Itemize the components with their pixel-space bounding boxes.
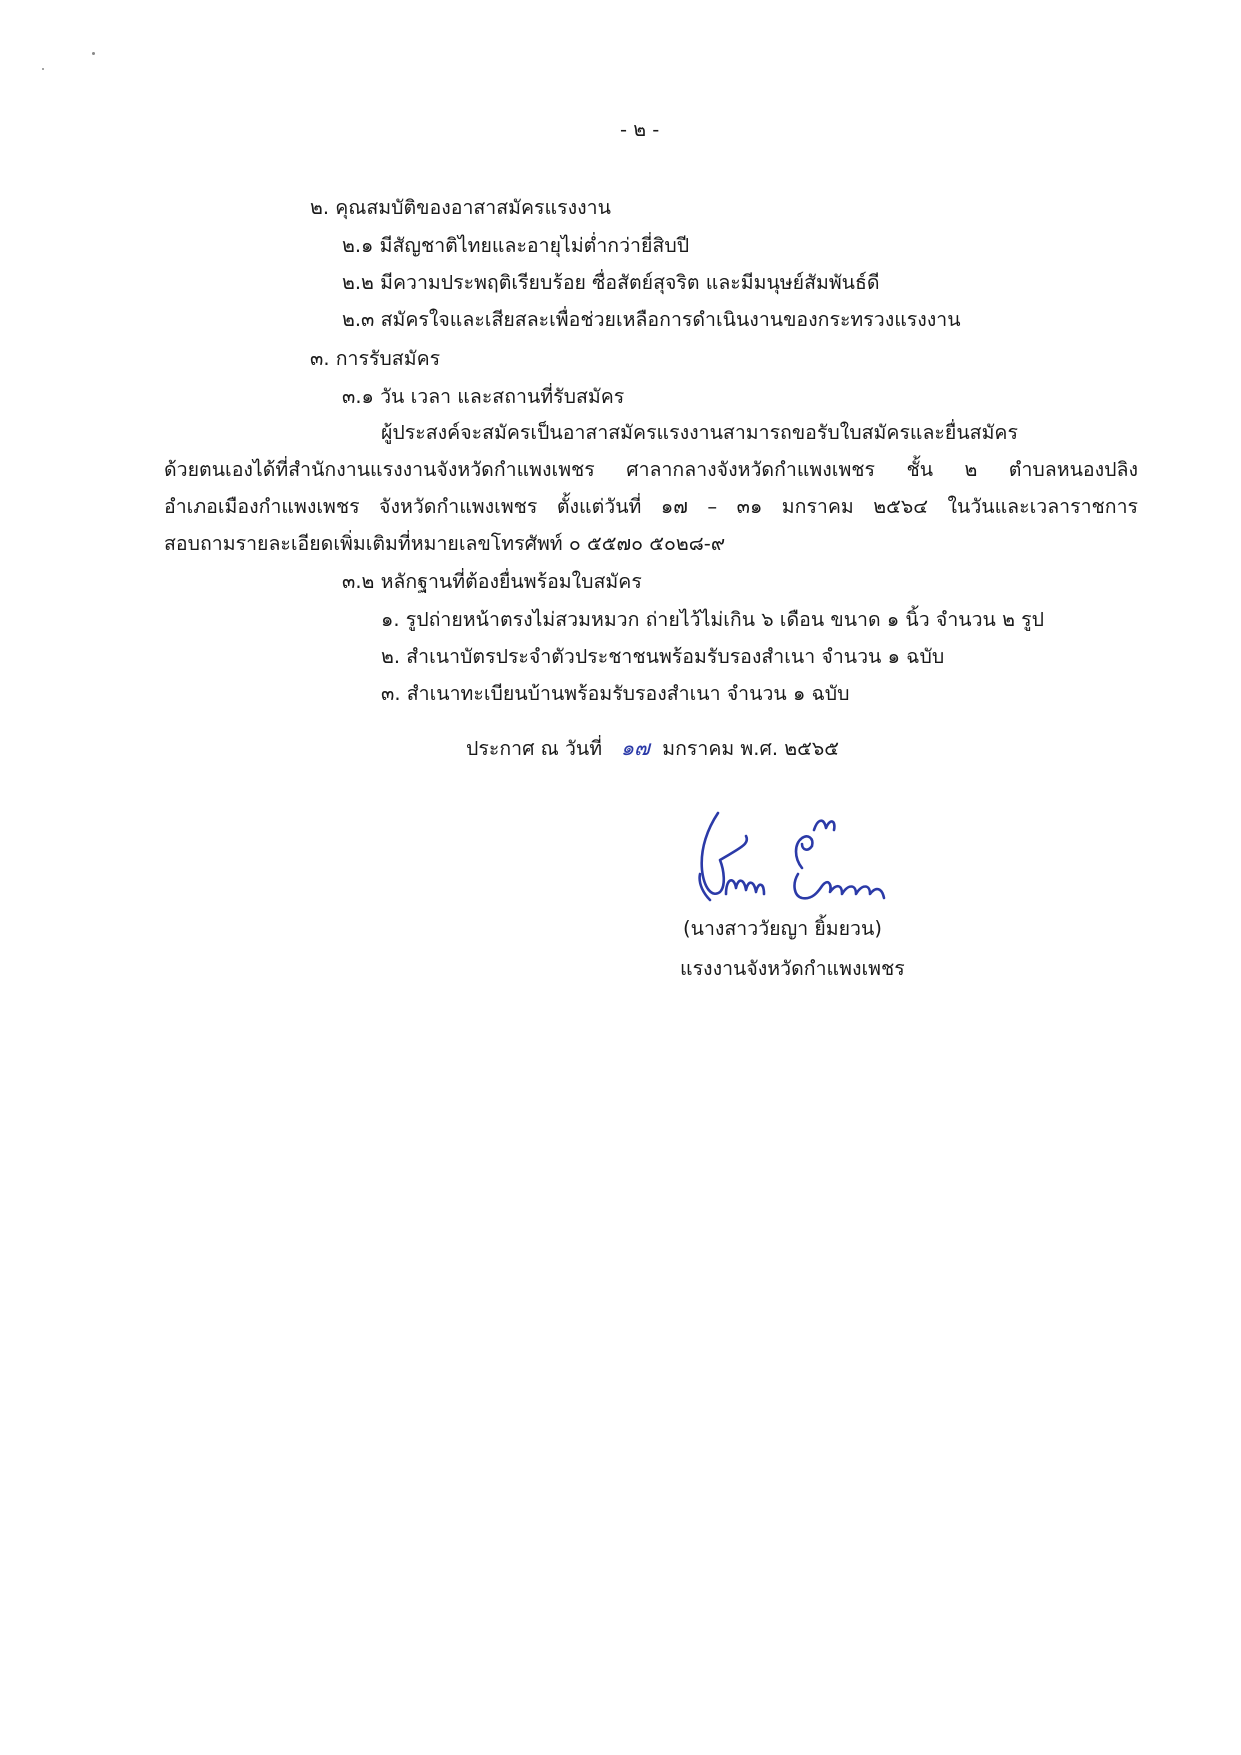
paragraph-line: สอบถามรายละเอียดเพิ่มเติมที่หมายเลขโทรศัพท์ ๐ ๕๕๗๐ ๕๐๒๘-๙ bbox=[164, 532, 726, 555]
document-list-item: ๑. รูปถ่ายหน้าตรงไม่สวมหมวก ถ่ายไว้ไม่เกิน ๖ เดือน ขนาด ๑ นิ้ว จำนวน ๒ รูป bbox=[381, 608, 1044, 631]
announcement-date bbox=[466, 733, 839, 764]
section2-item: ๒.๒ มีความประพฤติเรียบร้อย ซื่อสัตย์สุจริต และมีมนุษย์สัมพันธ์ดี bbox=[342, 271, 880, 294]
scan-speck bbox=[92, 52, 95, 55]
document-list-item: ๓. สำเนาทะเบียนบ้านพร้อมรับรองสำเนา จำนวน ๑ ฉบับ bbox=[381, 682, 850, 705]
section3-sub2-heading: ๓.๒ หลักฐานที่ต้องยื่นพร้อมใบสมัคร bbox=[342, 570, 642, 593]
section2-item: ๒.๓ สมัครใจและเสียสละเพื่อช่วยเหลือการดำเนินงานของกระทรวงแรงงาน bbox=[342, 308, 961, 331]
signature-image bbox=[690, 808, 930, 928]
section3-heading: ๓. การรับสมัคร bbox=[310, 347, 441, 370]
section3-sub1-heading: ๓.๑ วัน เวลา และสถานที่รับสมัคร bbox=[342, 385, 625, 408]
signatory-title: แรงงานจังหวัดกำแพงเพชร bbox=[680, 957, 905, 980]
page-number: - ๒ - bbox=[620, 118, 660, 141]
scan-speck bbox=[42, 68, 44, 70]
handwritten-day: ๑๗ bbox=[620, 736, 650, 760]
paragraph-line: ด้วยตนเองได้ที่สำนักงานแรงงานจังหวัดกำแพงเพชร ศาลากลางจังหวัดกำแพงเพชร ชั้น ๒ ตำบลหนองปลิง bbox=[164, 458, 1138, 481]
section2-heading: ๒. คุณสมบัติของอาสาสมัครแรงงาน bbox=[310, 196, 611, 219]
signatory-name: (นางสาววัยญา ยิ้มยวน) bbox=[683, 917, 882, 940]
paragraph-line: อำเภอเมืองกำแพงเพชร จังหวัดกำแพงเพชร ตั้งแต่วันที่ ๑๗ – ๓๑ มกราคม ๒๕๖๔ ในวันและเวลาราชการ bbox=[164, 495, 1138, 518]
announcement-prefix: ประกาศ ณ วันที่ bbox=[466, 737, 603, 760]
document-list-item: ๒. สำเนาบัตรประจำตัวประชาชนพร้อมรับรองสำเนา จำนวน ๑ ฉบับ bbox=[381, 645, 945, 668]
section2-item: ๒.๑ มีสัญชาติไทยและอายุไม่ต่ำกว่ายี่สิบปี bbox=[342, 234, 690, 257]
paragraph-line: ผู้ประสงค์จะสมัครเป็นอาสาสมัครแรงงานสามารถขอรับใบสมัครและยื่นสมัคร bbox=[381, 421, 1018, 444]
announcement-suffix: มกราคม พ.ศ. ๒๕๖๕ bbox=[662, 737, 839, 760]
